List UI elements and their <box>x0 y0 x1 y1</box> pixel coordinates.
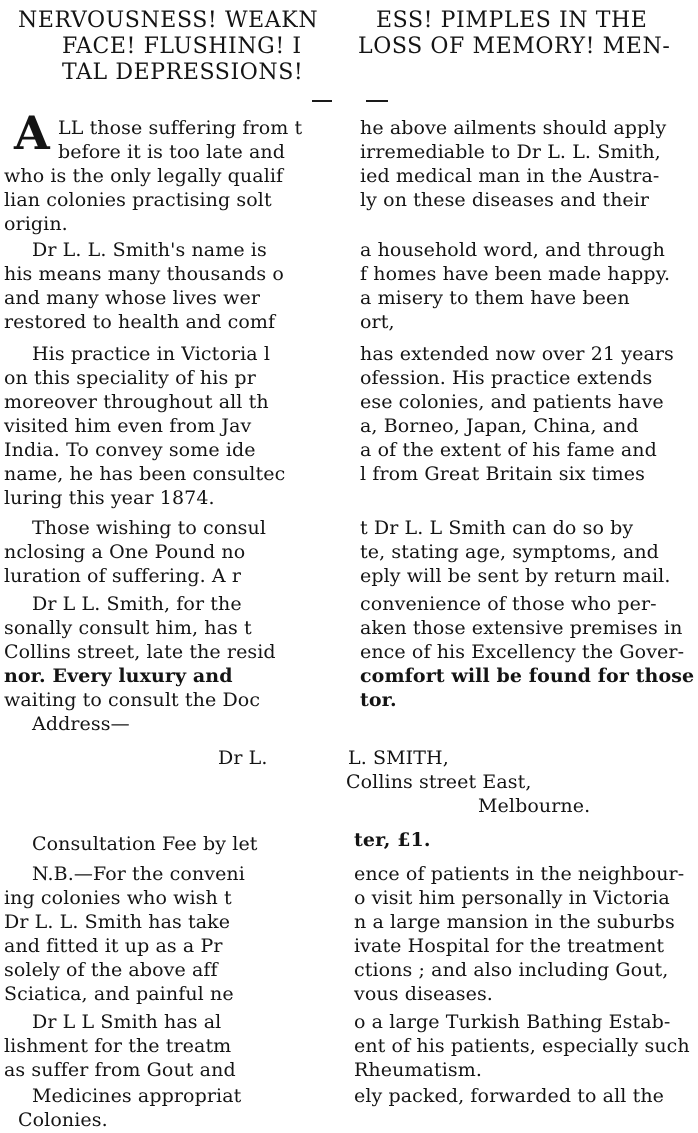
left-column <box>0 0 336 1133</box>
right-text-line: l from Great Britain six times <box>360 463 645 485</box>
right-text-line: vous diseases. <box>354 983 493 1005</box>
address-city: Melbourne. <box>478 795 591 817</box>
left-text-line: Sciatica, and painful ne <box>4 983 234 1005</box>
right-text-line: irremediable to Dr L. L. Smith, <box>360 141 661 163</box>
section-rule <box>366 100 388 102</box>
left-text-line: His practice in Victoria l <box>32 343 271 365</box>
right-text-line: has extended now over 21 years <box>360 343 674 365</box>
right-text-line: Rheumatism. <box>354 1059 482 1081</box>
column-gutter <box>338 30 340 110</box>
signature-name-left: Dr L. <box>218 747 268 769</box>
right-text-line: f homes have been made happy. <box>360 263 671 285</box>
address-street: Collins street East, <box>346 771 532 793</box>
left-text-line: as suffer from Gout and <box>4 1059 236 1081</box>
left-text-line: nclosing a One Pound no <box>4 541 246 563</box>
right-text-line: ctions ; and also including Gout, <box>354 959 669 981</box>
right-text-line: ence of patients in the neighbour- <box>354 863 685 885</box>
right-text-line: ly on these diseases and their <box>360 189 650 211</box>
left-text-line: N.B.—For the conveni <box>32 863 245 885</box>
left-text-line: visited him even from Jav <box>4 415 252 437</box>
left-text-line: Those wishing to consul <box>32 517 267 539</box>
left-text-line: before it is too late and <box>58 141 285 163</box>
left-text-line: lishment for the treatm <box>4 1035 232 1057</box>
left-text-line: waiting to consult the Doc <box>4 689 261 711</box>
headline-left-line-3: TAL DEPRESSIONS! <box>62 60 304 85</box>
headline-left-line-1: NERVOUSNESS! WEAKN <box>18 8 319 33</box>
headline-right-line-1: ESS! PIMPLES IN THE <box>376 8 648 33</box>
left-text-line: Consultation Fee by let <box>32 833 258 855</box>
left-text-line: who is the only legally qualif <box>4 165 284 187</box>
left-text-line: restored to health and comf <box>4 311 276 333</box>
right-column <box>346 0 698 1133</box>
signature-name-right: L. SMITH, <box>348 747 449 769</box>
left-text-line: on this speciality of his pr <box>4 367 256 389</box>
left-text-line: luration of suffering. A r <box>4 565 242 587</box>
right-text-line: ort, <box>360 311 395 333</box>
left-text-line: India. To convey some ide <box>4 439 256 461</box>
consultation-fee: ter, £1. <box>354 829 431 851</box>
left-text-line: luring this year 1874. <box>4 487 215 509</box>
section-rule <box>312 100 332 102</box>
right-text-line: ese colonies, and patients have <box>360 391 664 413</box>
right-text-line: ent of his patients, especially such <box>354 1035 690 1057</box>
right-text-line: tor. <box>360 689 397 711</box>
left-text-line: Address— <box>32 713 130 735</box>
right-text-line: o a large Turkish Bathing Estab- <box>354 1011 671 1033</box>
left-text-line: Dr L. L. Smith has take <box>4 911 231 933</box>
left-text-line: and many whose lives wer <box>4 287 261 309</box>
left-text-line: Dr L L. Smith, for the <box>32 593 242 615</box>
right-text-line: he above ailments should apply <box>360 117 667 139</box>
left-text-line: Medicines appropriat <box>32 1085 242 1107</box>
right-text-line: o visit him personally in Victoria <box>354 887 670 909</box>
left-text-line: moreover throughout all th <box>4 391 269 413</box>
right-text-line: aken those extensive premises in <box>360 617 683 639</box>
left-text-line: ing colonies who wish t <box>4 887 232 909</box>
left-text-line: his means many thousands o <box>4 263 284 285</box>
left-text-line: Dr L L Smith has al <box>32 1011 222 1033</box>
right-text-line: ely packed, forwarded to all the <box>354 1085 665 1107</box>
left-text-line: Collins street, late the resid <box>4 641 276 663</box>
right-text-line: t Dr L. L Smith can do so by <box>360 517 634 539</box>
left-text-line: sonally consult him, has t <box>4 617 252 639</box>
right-text-line: ence of his Excellency the Gover- <box>360 641 685 663</box>
right-text-line: comfort will be found for those <box>360 665 695 687</box>
left-text-line: nor. Every luxury and <box>4 665 233 687</box>
right-text-line: ied medical man in the Austra- <box>360 165 660 187</box>
right-text-line: a misery to them have been <box>360 287 630 309</box>
headline-left-line-2: FACE! FLUSHING! I <box>62 34 302 59</box>
left-text-line: lian colonies practising solt <box>4 189 272 211</box>
drop-cap: A <box>14 106 50 160</box>
left-text-line: Dr L. L. Smith's name is <box>32 239 267 261</box>
left-text-line: and fitted it up as a Pr <box>4 935 223 957</box>
headline-right-line-2: LOSS OF MEMORY! MEN- <box>358 34 671 59</box>
left-text-line: name, he has been consultec <box>4 463 286 485</box>
left-text-line: solely of the above aff <box>4 959 218 981</box>
right-text-line: ofession. His practice extends <box>360 367 653 389</box>
right-text-line: a of the extent of his fame and <box>360 439 657 461</box>
right-text-line: convenience of those who per- <box>360 593 657 615</box>
right-text-line: ivate Hospital for the treatment <box>354 935 665 957</box>
left-text-line: origin. <box>4 213 68 235</box>
right-text-line: eply will be sent by return mail. <box>360 565 671 587</box>
left-text-line: Colonies. <box>18 1109 108 1131</box>
right-text-line: a, Borneo, Japan, China, and <box>360 415 639 437</box>
left-text-line: LL those suffering from t <box>58 117 303 139</box>
right-text-line: te, stating age, symptoms, and <box>360 541 659 563</box>
right-text-line: a household word, and through <box>360 239 665 261</box>
right-text-line: n a large mansion in the suburbs <box>354 911 675 933</box>
